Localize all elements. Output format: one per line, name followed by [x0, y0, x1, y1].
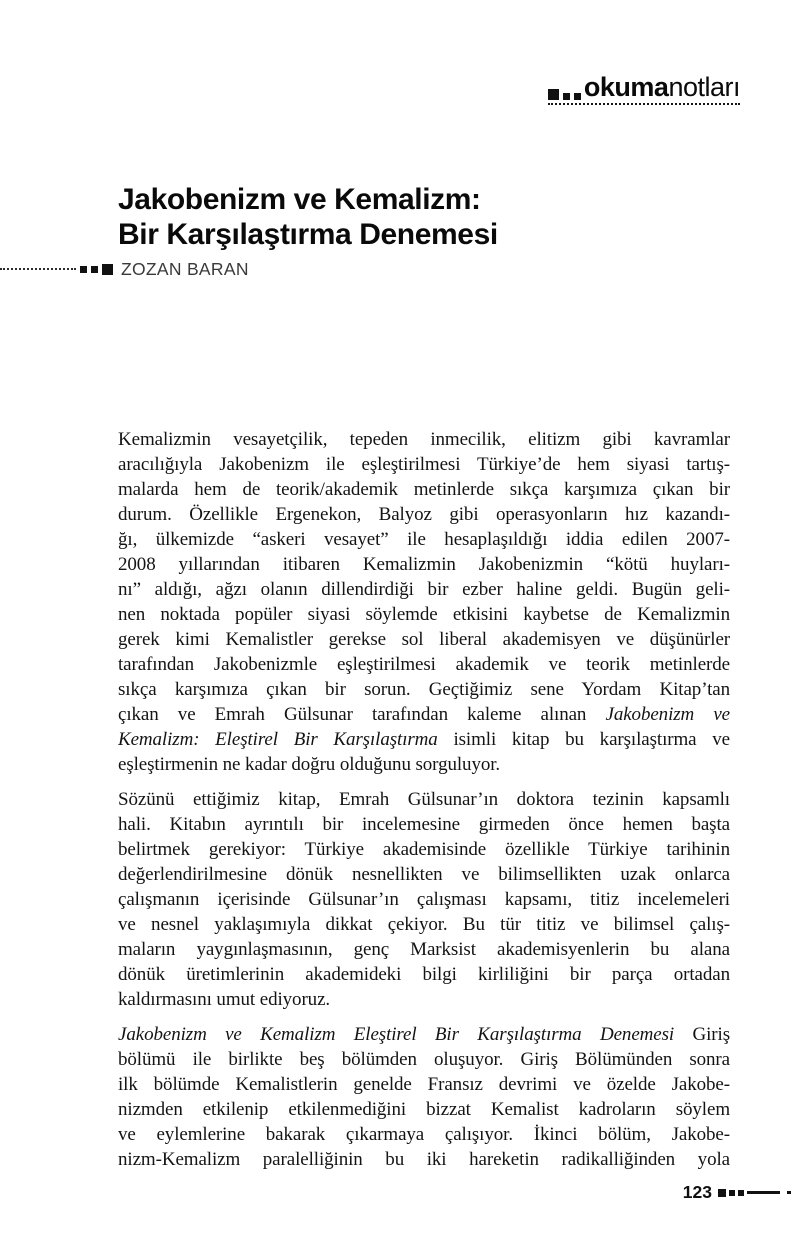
- text-line: [118, 1047, 730, 1072]
- text-segment: Kemalizmin vesayetçilik, tepeden inmecilik, elitizm gibi kavramlar: [118, 429, 730, 450]
- text-line: [118, 812, 730, 837]
- text-line: [118, 552, 730, 577]
- section-brand: [584, 74, 740, 101]
- text-line: [118, 937, 730, 962]
- text-segment: malarda hem de teorik/akademik metinlerde sıkça karşımıza çıkan bir: [118, 479, 730, 500]
- text-line: [118, 527, 730, 552]
- text-segment: kaldırmasını umut ediyoruz.: [118, 989, 331, 1010]
- text-segment: dönük üretimlerinin akademideki bilgi kirliliğini bir parça ortadan: [118, 964, 730, 985]
- text-segment: ilk bölümde Kemalistlerin genelde Fransız devrimi ve özelde Jakobe-: [118, 1074, 730, 1095]
- text-segment: çıkan ve Emrah Gülsunar tarafından kaleme alınan: [118, 704, 606, 725]
- text-segment: aracılığıyla Jakobenizm ile eşleştirilmesi Türkiye’de hem siyasi tartış-: [118, 454, 730, 475]
- section-brand-bold: okuma: [583, 72, 669, 102]
- text-line: [118, 987, 730, 1012]
- text-segment: ğı, ülkemizde “askeri vesayet” ile hesaplaşıldığı iddia edilen 2007-: [118, 529, 730, 550]
- text-line: [118, 862, 730, 887]
- section-brand-regular: notları: [668, 72, 740, 102]
- text-line: [118, 477, 730, 502]
- text-line: [118, 787, 730, 812]
- text-line: [118, 702, 730, 727]
- text-segment: değerlendirilmesine dönük nesnellikten ve bilimsellikten uzak onlarca: [118, 864, 730, 885]
- text-line: [118, 837, 730, 862]
- page-number: 123: [682, 1182, 712, 1202]
- square-small-icon: [574, 93, 581, 100]
- text-segment: ve eylemlerine bakarak çıkarmaya çalışıyor. İkinci bölüm, Jakobe-: [118, 1124, 730, 1145]
- text-segment: nizmden etkilenip etkilenmediğini bizzat Kemalist kadroların söylem: [118, 1099, 730, 1120]
- three-squares-icon: [718, 1189, 744, 1197]
- square-large-icon: [718, 1189, 726, 1197]
- three-squares-icon: [80, 264, 113, 275]
- text-line: [118, 427, 730, 452]
- text-line: [118, 912, 730, 937]
- text-line: [118, 1147, 730, 1172]
- article-title-line2: Bir Karşılaştırma Denemesi: [118, 218, 498, 251]
- text-segment: çalışmanın içerisinde Gülsunar’ın çalışması kapsamı, titiz incelemeleri: [118, 889, 730, 910]
- text-line: [118, 752, 730, 777]
- square-small-icon: [563, 93, 570, 100]
- square-small-icon: [80, 266, 87, 273]
- text-line: [118, 577, 730, 602]
- text-line: [118, 602, 730, 627]
- article-title: [118, 182, 498, 252]
- paragraph-1: [118, 427, 730, 777]
- dotted-leader-line: [0, 268, 76, 270]
- text-segment: gerek kimi Kemalistler gerekse sol liberal akademisyen ve düşünürler: [118, 629, 730, 650]
- text-line: [118, 1072, 730, 1097]
- text-segment: durum. Özellikle Ergenekon, Balyoz gibi operasyonların hız kazandı-: [118, 504, 730, 525]
- article-body: [118, 427, 730, 1182]
- text-segment: belirtmek gerekiyor: Türkiye akademisinde özellikle Türkiye tarihinin: [118, 839, 730, 860]
- text-line: [118, 452, 730, 477]
- book-title-italic: Jakobenizm ve Kemalizm Eleştirel Bir Karşılaştırma Denemesi: [118, 1024, 675, 1045]
- paragraph-3: [118, 1022, 730, 1172]
- text-line: [118, 652, 730, 677]
- text-line: [118, 887, 730, 912]
- text-segment: ve nesnel yaklaşımıyla dikkat çekiyor. Bu tür titiz ve bilimsel çalış-: [118, 914, 730, 935]
- text-line: [118, 1022, 730, 1047]
- text-segment: hali. Kitabın ayrıntılı bir incelemesine girmeden önce hemen başta: [118, 814, 730, 835]
- text-segment: Sözünü ettiğimiz kitap, Emrah Gülsunar’ın doktora tezinin kapsamlı: [118, 789, 730, 810]
- text-segment: eşleştirmenin ne kadar doğru olduğunu sorguluyor.: [118, 754, 501, 775]
- text-segment: sıkça karşımıza çıkan bir sorun. Geçtiğimiz sene Yordam Kitap’tan: [118, 679, 730, 700]
- article-title-line1: Jakobenizm ve Kemalizm:: [118, 183, 481, 216]
- square-large-icon: [548, 89, 559, 100]
- footer-rule-dot: [787, 1191, 791, 1194]
- square-small-icon: [738, 1190, 744, 1196]
- text-segment: Giriş: [674, 1024, 730, 1045]
- text-segment: nı” aldığı, ağzı olanın dillendirdiği bir ezber haline geldi. Bugün geli-: [118, 579, 730, 600]
- text-segment: isimli kitap bu karşılaştırma ve: [437, 729, 730, 750]
- book-title-italic: Jakobenizm ve: [605, 704, 730, 725]
- text-segment: 2008 yıllarından itibaren Kemalizmin Jakobenizmin “kötü huyları-: [118, 554, 730, 575]
- text-line: [118, 962, 730, 987]
- text-segment: maların yaygınlaşmasının, genç Marksist akademisyenlerin bu alana: [118, 939, 730, 960]
- footer-rule-line: [747, 1191, 780, 1194]
- three-squares-icon: [548, 89, 581, 100]
- text-segment: bölümü ile birlikte beş bölümden oluşuyor. Giriş Bölümünden sonra: [118, 1049, 730, 1070]
- text-line: [118, 677, 730, 702]
- book-title-italic: Kemalizm: Eleştirel Bir Karşılaştırma: [118, 729, 438, 750]
- text-line: [118, 1097, 730, 1122]
- text-line: [118, 627, 730, 652]
- text-segment: nen noktada popüler siyasi söylemde etkisini kaybetse de Kemalizmin: [118, 604, 730, 625]
- text-segment: tarafından Jakobenizmle eşleştirilmesi akademik ve teorik metinlerde: [118, 654, 730, 675]
- square-small-icon: [91, 266, 98, 273]
- author-name: ZOZAN BARAN: [121, 258, 249, 279]
- text-line: [118, 1122, 730, 1147]
- text-line: [118, 502, 730, 527]
- page-footer: [683, 1182, 791, 1203]
- text-segment: nizm-Kemalizm paralelliğinin bu iki hareketin radikalliğinden yola: [118, 1149, 730, 1170]
- author-row: [0, 258, 249, 280]
- square-small-icon: [729, 1190, 735, 1196]
- square-large-icon: [102, 264, 113, 275]
- section-header: [548, 74, 740, 105]
- text-line: [118, 727, 730, 752]
- paragraph-2: [118, 787, 730, 1012]
